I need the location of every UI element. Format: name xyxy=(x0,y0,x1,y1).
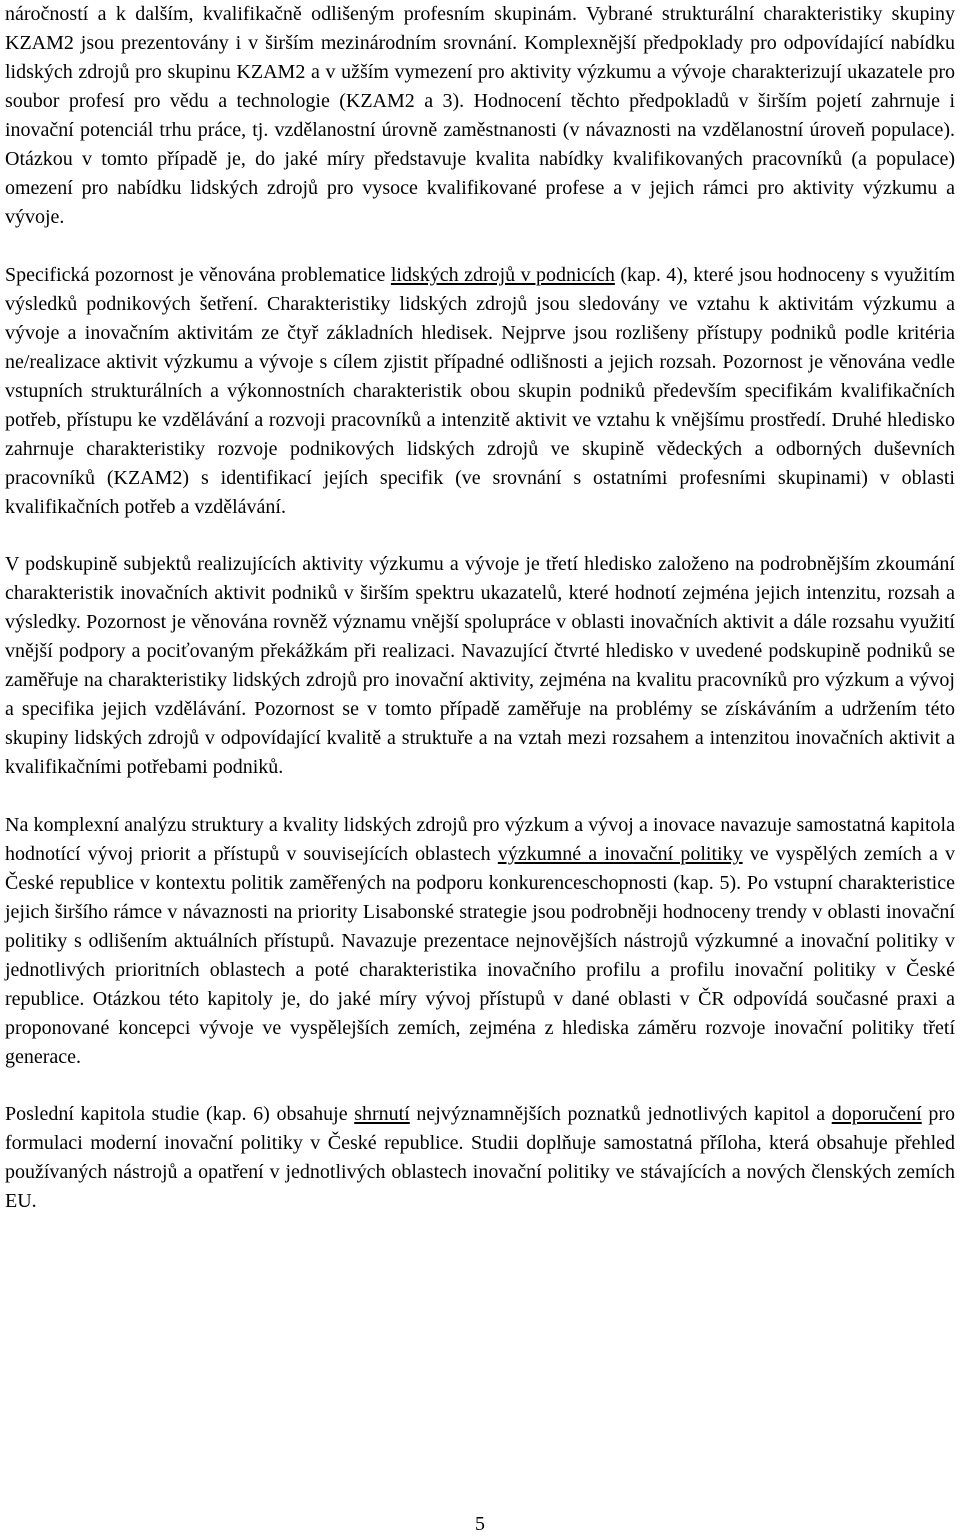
underlined-term-summary: shrnutí xyxy=(354,1103,410,1125)
paragraph-kzam2-characteristics: náročností a k dalším, kvalifikačně odlišeným profesním skupinám. Vybrané strukturální charakteristiky skupiny KZAM2 jsou prezentovány i v širším mezinárodním srovnání. Komplexnější předpoklady pro odpovídající nabídku lidských zdrojů pro skupinu KZAM2 a v užším vymezení pro aktivity výzkumu a vývoje charakterizují ukazatele pro soubor profesí pro vědu a technologie (KZAM2 a 3). Hodnocení těchto předpokladů v širším pojetí zahrnuje i inovační potenciál trhu práce, tj. vzdělanostní úrovně zaměstnanosti (v návaznosti na vzdělanostní úroveň populace). Otázkou v tomto případě je, do jaké míry představuje kvalita nabídky kvalifikovaných pracovníků (a populace) omezení pro nabídku lidských zdrojů pro vysoce kvalifikované profese a v jejich rámci pro aktivity výzkumu a vývoje. xyxy=(5,3,955,228)
underlined-term-human-resources-in-firms: lidských zdrojů v podnicích xyxy=(390,264,615,286)
paragraph-innovation-policy xyxy=(5,811,955,1072)
paragraph-text: Poslední kapitola studie (kap. 6) obsahuje xyxy=(5,1103,355,1125)
page-number: 5 xyxy=(475,1513,485,1535)
paragraph-text: nejvýznamnějších poznatků jednotlivých kapitol a xyxy=(409,1103,832,1125)
paragraph-text: pro formulaci moderní inovační politiky v České republice. Studii doplňuje samostatná příloha, která obsahuje přehled používaných nástrojů a opatření v jednotlivých oblastech inovační politiky ve stávajících a nových členských zemích EU. xyxy=(5,1103,956,1212)
paragraph-text: ve vyspělých zemích a v České republice v kontextu politik zaměřených na podporu konkurenceschopnosti (kap. 5). Po vstupní charakteristice jejich širšího rámce v návaznosti na priority Lisabonské strategie jsou podrobněji hodnoceny trendy v oblasti inovační politiky s odlišením aktuálních přístupů. Navazuje prezentace nejnovějších nástrojů výzkumné a inovační politiky v jednotlivých prioritních oblastech a poté charakteristika inovačního profilu a profilu inovační politiky v České republice. Otázkou této kapitoly je, do jaké míry vývoj přístupů v dané oblasti v ČR odpovídá současné praxi a proponované koncepci vývoje ve vyspělejších zemích, zejména z hlediska záměru rozvoje inovační politiky třetí generace. xyxy=(5,843,956,1068)
paragraph-text: Specifická pozornost je věnována problematice xyxy=(5,264,391,286)
paragraph-text: Na komplexní analýzu struktury a kvality lidských zdrojů pro výzkum a vývoj a inovace navazuje samostatná kapitola hodnotící vývoj priorit a přístupů v souvisejících oblastech xyxy=(5,814,955,865)
paragraph-human-resources-in-firms xyxy=(5,261,955,522)
underlined-term-recommendations: doporučení xyxy=(831,1103,922,1125)
document-body xyxy=(5,0,955,1216)
paragraph-text: (kap. 4), které jsou hodnoceny s využitím výsledků podnikových šetření. Charakteristiky lidských zdrojů jsou sledovány ve vztahu k aktivitám výzkumu a vývoje a inovačním aktivitám ze čtyř základních hledisek. Nejprve jsou rozlišeny přístupy podniků podle kritéria ne/realizace aktivit výzkumu a vývoje s cílem zjistit případné odlišnosti a jejich rozsah. Pozornost je věnována vedle vstupních strukturálních a výkonnostních charakteristik obou skupin podniků především specifikám kvalifikačních potřeb, přístupu ke vzdělávání a rozvoji pracovníků a intenzitě aktivit ve vztahu k vnějšímu prostředí. Druhé hledisko zahrnuje charakteristiky rozvoje podnikových lidských zdrojů ve skupině vědeckých a odborných duševních pracovníků (KZAM2) s identifikací jejích specifik (ve srovnání s ostatními profesními skupinami) v oblasti kvalifikačních potřeb a vzdělávání. xyxy=(5,264,956,518)
underlined-term-research-innovation-policy: výzkumné a inovační politiky xyxy=(497,843,743,865)
paragraph-rd-subgroup: V podskupině subjektů realizujících aktivity výzkumu a vývoje je třetí hledisko založeno na podrobnějším zkoumání charakteristik inovačních aktivit podniků v širším spektru ukazatelů, které hodnotí zejména jejich intenzitu, rozsah a výsledky. Pozornost je věnována rovněž významu vnější spolupráce v oblasti inovačních aktivit a dále rozsahu využití vnější podpory a pociťovaným překážkám při realizaci. Navazující čtvrté hledisko v uvedené podskupině podniků se zaměřuje na charakteristiky lidských zdrojů pro inovační aktivity, zejména na kvalitu pracovníků pro výzkum a vývoj a specifika jejich vzdělávání. Pozornost se v tomto případě zaměřuje na problémy se získáváním a udržením této skupiny lidských zdrojů v odpovídající kvalitě a struktuře a na vztah mezi rozsahem a intenzitou inovačních aktivit a kvalifikačními potřebami podniků. xyxy=(5,553,955,778)
paragraph-final-chapter xyxy=(5,1100,955,1216)
